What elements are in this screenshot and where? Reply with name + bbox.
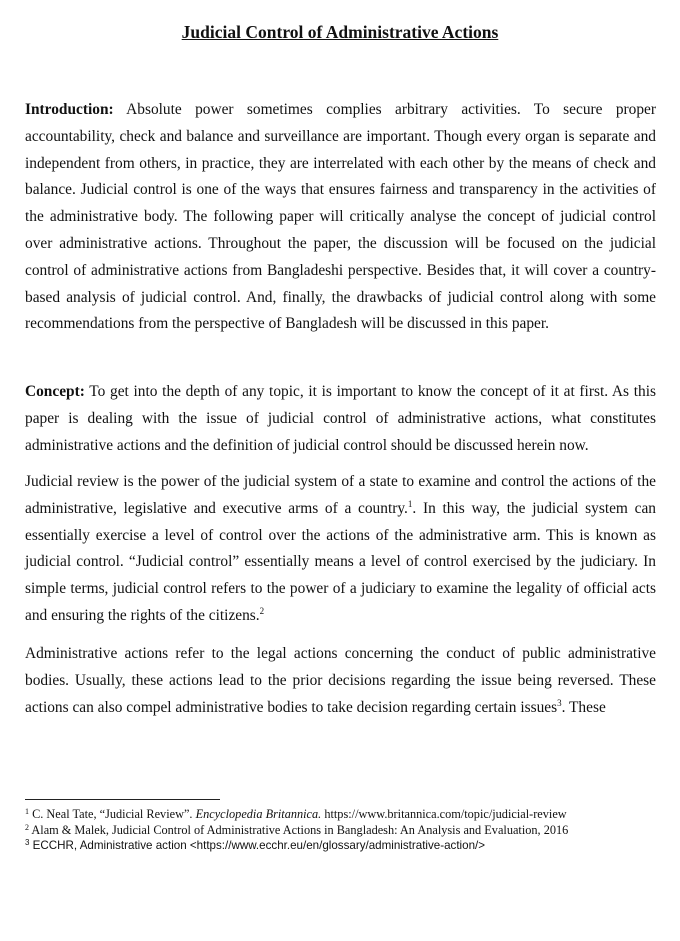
footnote-text[interactable]: ECCHR, Administrative action <https://www.ecchr.eu/en/glossary/administrative-action/> [29, 839, 486, 852]
concept-text: To get into the depth of any topic, it is important to know the concept of it at first. As this paper is dealing with the issue of judicial control of administrative actions, what constitutes administrative actions and the definition of judicial control should be discussed herein now. [25, 383, 656, 454]
footnote-number: 3 [25, 838, 30, 847]
judicial-review-paragraph [25, 469, 656, 630]
footnote-italic-source: Encyclopedia Britannica. [195, 807, 322, 821]
footnote-ref-1[interactable]: 1 [407, 498, 413, 509]
footnote-ref-2[interactable]: 2 [259, 605, 265, 616]
judicial-review-text-2: . In this way, the judicial system can essentially exercise a level of control over the actions of the administrative arm. This is known as judicial control. “Judicial control” essentially means a level of control exercised by the judiciary. In simple terms, judicial control refers to the power of a judiciary to examine the legality of official acts and ensuring the rights of the citizens. [25, 499, 656, 624]
footnote-separator [25, 799, 220, 800]
footnote-2 [25, 822, 665, 838]
footnote-number: 2 [25, 823, 29, 832]
introduction-paragraph [25, 97, 656, 338]
footnote-text: C. Neal Tate, “Judicial Review”. [29, 807, 196, 821]
footnote-number: 1 [25, 807, 29, 816]
footnote-ref-3[interactable]: 3 [557, 697, 562, 708]
judicial-review-text-1: Judicial review is the power of the judicial system of a state to examine and control the actions of the administrative, legislative and executive arms of a country. [25, 473, 656, 517]
administrative-actions-text-2: . These [561, 698, 606, 716]
concept-heading: Concept: [25, 383, 85, 400]
document-title: Judicial Control of Administrative Actions [181, 22, 499, 42]
footnotes [25, 806, 665, 854]
footnote-1 [25, 806, 665, 822]
administrative-actions-text-1: Administrative actions refer to the legal actions concerning the conduct of public administrative bodies. Usually, these actions lead to the prior decisions regarding the issue being reversed. These actions can also compel administrative bodies to take decision regarding certain issues [25, 645, 656, 716]
administrative-actions-paragraph [25, 641, 656, 721]
concept-paragraph [25, 379, 656, 459]
introduction-heading: Introduction: [25, 101, 114, 118]
footnote-3 [25, 838, 665, 854]
footnote-text: Alam & Malek, Judicial Control of Administrative Actions in Bangladesh: An Analysis and Evaluation, 2016 [29, 823, 569, 837]
introduction-text: Absolute power sometimes complies arbitrary activities. To secure proper accountability, check and balance and surveillance are important. Though every organ is separate and independent from others, in practice, they are interrelated with each other by the means of check and balance. Judicial control is one of the ways that ensures fairness and transparency in the activities of the administrative body. The following paper will critically analyse the concept of judicial control over administrative actions. Throughout the paper, the discussion will be focused on the judicial control of administrative actions from Bangladeshi perspective. Besides that, it will cover a country-based analysis of judicial control. And, finally, the drawbacks of judicial control along with some recommendations from the perspective of Bangladesh will be discussed in this paper. [25, 101, 656, 333]
footnote-link[interactable]: https://www.britannica.com/topic/judicial-review [321, 807, 567, 821]
